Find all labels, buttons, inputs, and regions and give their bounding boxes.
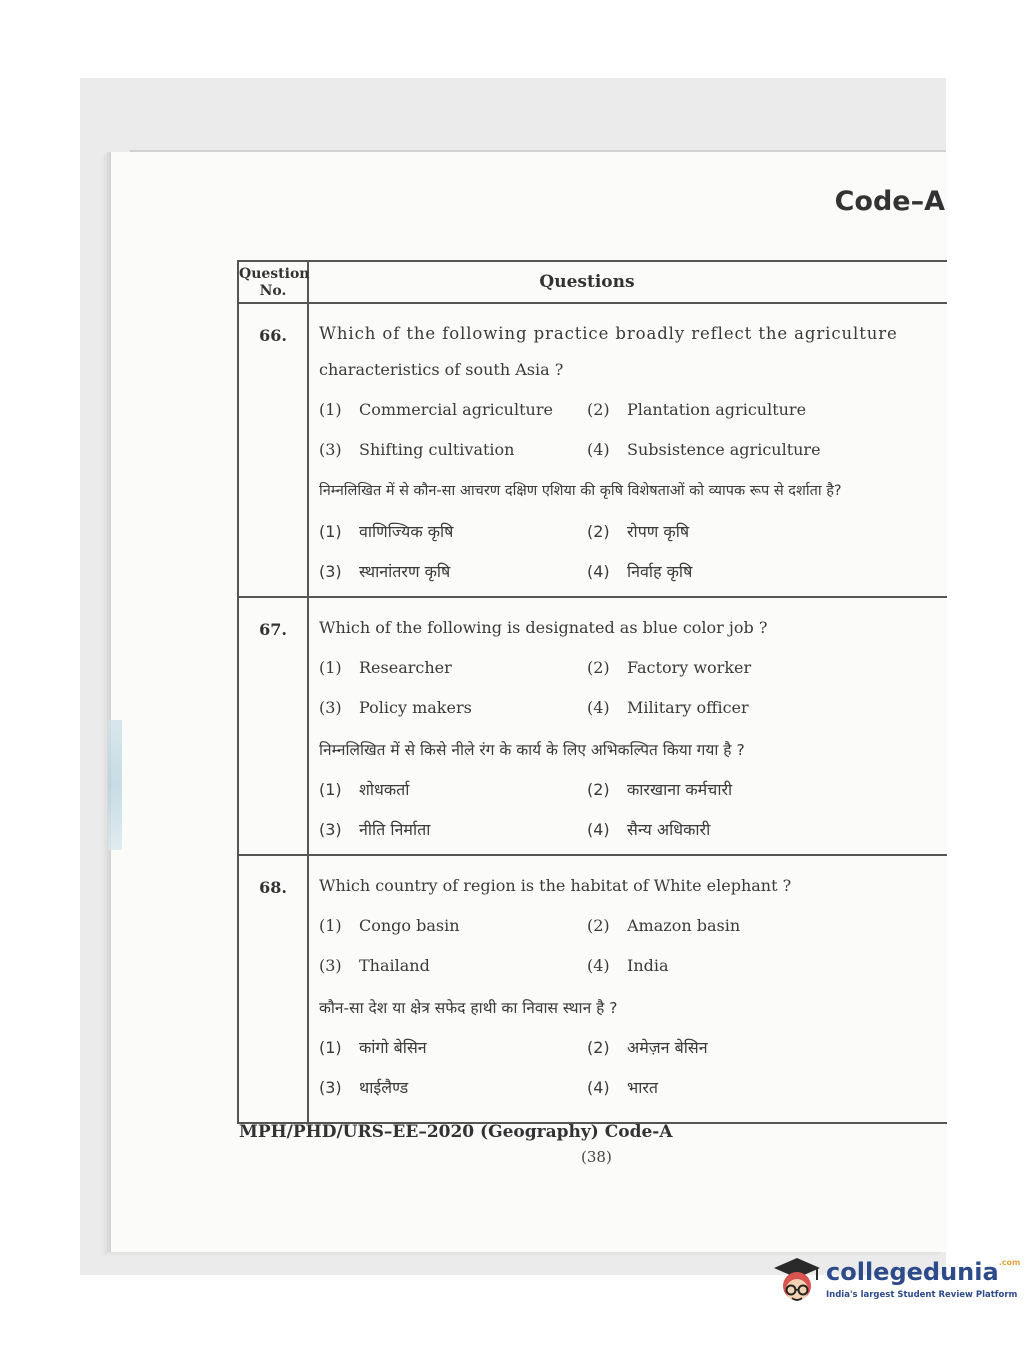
question-number: 67. xyxy=(259,620,287,639)
option-en-2: (2) Factory worker xyxy=(587,658,752,677)
question-number: 66. xyxy=(259,326,287,345)
question-text-en: Which country of region is the habitat of White elephant ? xyxy=(319,876,792,895)
column-divider xyxy=(307,262,309,1122)
option-en-2: (2) Plantation agriculture xyxy=(587,400,807,419)
option-hi-2: (2) कारखाना कर्मचारी xyxy=(587,780,733,799)
question-text-hi: निम्नलिखित में से कौन-सा आचरण दक्षिण एशिया की कृषि विशेषताओं को व्यापक रूप से दर्शाता है? xyxy=(319,483,842,499)
option-hi-1: (1) वाणिज्यिक कृषि xyxy=(319,522,454,541)
question-table xyxy=(237,260,947,1124)
question-text-hi: कौन-सा देश या क्षेत्र सफेद हाथी का निवास स्थान है ? xyxy=(319,999,618,1017)
option-hi-4: (4) भारत xyxy=(587,1078,659,1097)
question-number: 68. xyxy=(259,878,287,897)
option-en-1: (1) Congo basin xyxy=(319,916,460,935)
option-en-2: (2) Amazon basin xyxy=(587,916,741,935)
row-divider xyxy=(239,854,947,856)
watermark-name: collegedunia$^{.com}$ xyxy=(826,1258,1021,1286)
option-en-3: (3) Shifting cultivation xyxy=(319,440,515,459)
question-text-en: Which of the following practice broadly reflect the agriculture xyxy=(319,324,898,343)
option-en-3: (3) Thailand xyxy=(319,956,430,975)
code-heading: Code–A xyxy=(834,186,945,217)
option-hi-3: (3) स्थानांतरण कृषि xyxy=(319,562,451,581)
graduate-mascot-icon xyxy=(770,1252,824,1312)
exam-page xyxy=(110,152,947,1252)
option-en-1: (1) Commercial agriculture xyxy=(319,400,553,419)
footer-title: MPH/PHD/URS–EE–2020 (Geography) Code-A xyxy=(239,1122,673,1142)
option-hi-1: (1) कांगो बेसिन xyxy=(319,1038,427,1057)
option-en-4: (4) Military officer xyxy=(587,698,749,717)
column-header-questions: Questions xyxy=(539,272,635,292)
binding-stripe xyxy=(108,720,122,850)
watermark-logo xyxy=(770,1250,1021,1320)
option-hi-4: (4) सैन्य अधिकारी xyxy=(587,820,711,839)
question-text-en-cont: characteristics of south Asia ? xyxy=(319,360,564,379)
option-hi-2: (2) अमेज़न बेसिन xyxy=(587,1038,708,1057)
question-text-hi: निम्नलिखित में से किसे नीले रंग के कार्य के लिए अभिकल्पित किया गया है ? xyxy=(319,741,745,759)
watermark-tagline: India's largest Student Review Platform xyxy=(826,1290,1018,1300)
option-en-1: (1) Researcher xyxy=(319,658,452,677)
header-divider xyxy=(239,302,947,304)
option-en-4: (4) Subsistence agriculture xyxy=(587,440,821,459)
option-hi-2: (2) रोपण कृषि xyxy=(587,522,690,541)
option-en-4: (4) India xyxy=(587,956,669,975)
option-en-3: (3) Policy makers xyxy=(319,698,472,717)
page-number: (38) xyxy=(581,1148,612,1166)
row-divider xyxy=(239,596,947,598)
option-hi-4: (4) निर्वाह कृषि xyxy=(587,562,693,581)
option-hi-1: (1) शोधकर्ता xyxy=(319,780,410,799)
column-header-no: Question No. xyxy=(239,266,310,299)
option-hi-3: (3) नीति निर्माता xyxy=(319,820,431,839)
option-hi-3: (3) थाईलैण्ड xyxy=(319,1078,409,1097)
question-text-en: Which of the following is designated as blue color job ? xyxy=(319,618,768,637)
